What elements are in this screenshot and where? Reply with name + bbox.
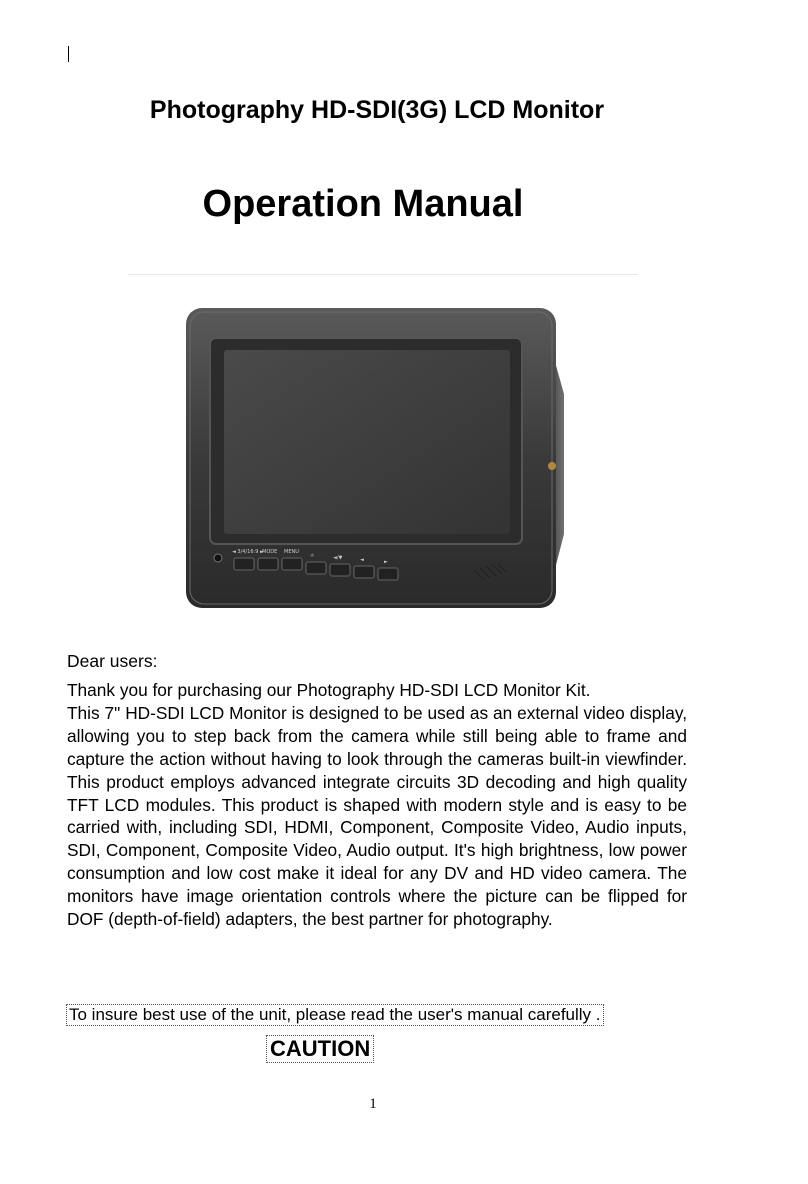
document-title: Photography HD-SDI(3G) LCD Monitor <box>149 96 605 124</box>
svg-text:◄/▼: ◄/▼ <box>333 555 343 561</box>
svg-text:MODE: MODE <box>262 549 278 555</box>
caution-heading: CAUTION <box>266 1035 374 1063</box>
svg-text:☼: ☼ <box>310 553 315 559</box>
read-manual-notice: To insure best use of the unit, please read the user's manual carefully . <box>66 1004 604 1026</box>
page-number: 1 <box>369 1096 377 1112</box>
greeting: Dear users: <box>67 651 158 671</box>
document-subtitle: Operation Manual <box>202 183 524 225</box>
svg-text:◄ 3/4/16:9 ►: ◄ 3/4/16:9 ► <box>232 549 264 555</box>
svg-text:MENU: MENU <box>284 549 299 555</box>
text-cursor-mark <box>68 46 69 62</box>
monitor-product-photo <box>128 274 638 620</box>
svg-text:►: ► <box>384 559 388 565</box>
intro-body <box>67 679 687 931</box>
description-paragraph: This 7" HD-SDI LCD Monitor is designed to be used as an external video display, allowing you to step back from the camera while still being able to frame and capture the action without having to look through the cameras built-in viewfinder. This product employs advanced integrate circuits 3D decoding and high quality TFT LCD modules. This product is shaped with modern style and is easy to be carried with, including SDI, HDMI, Component, Composite Video, Audio inputs, SDI, Component, Composite Video, Audio output. It's high brightness, low power consumption and low cost make it ideal for any DV and HD video camera. The monitors have image orientation controls where the picture can be flipped for DOF (depth-of-field) adapters, the best partner for photography. <box>67 702 687 930</box>
intro-paragraph: Thank you for purchasing our Photography HD-SDI LCD Monitor Kit. <box>67 680 591 700</box>
svg-text:◄: ◄ <box>360 557 364 563</box>
